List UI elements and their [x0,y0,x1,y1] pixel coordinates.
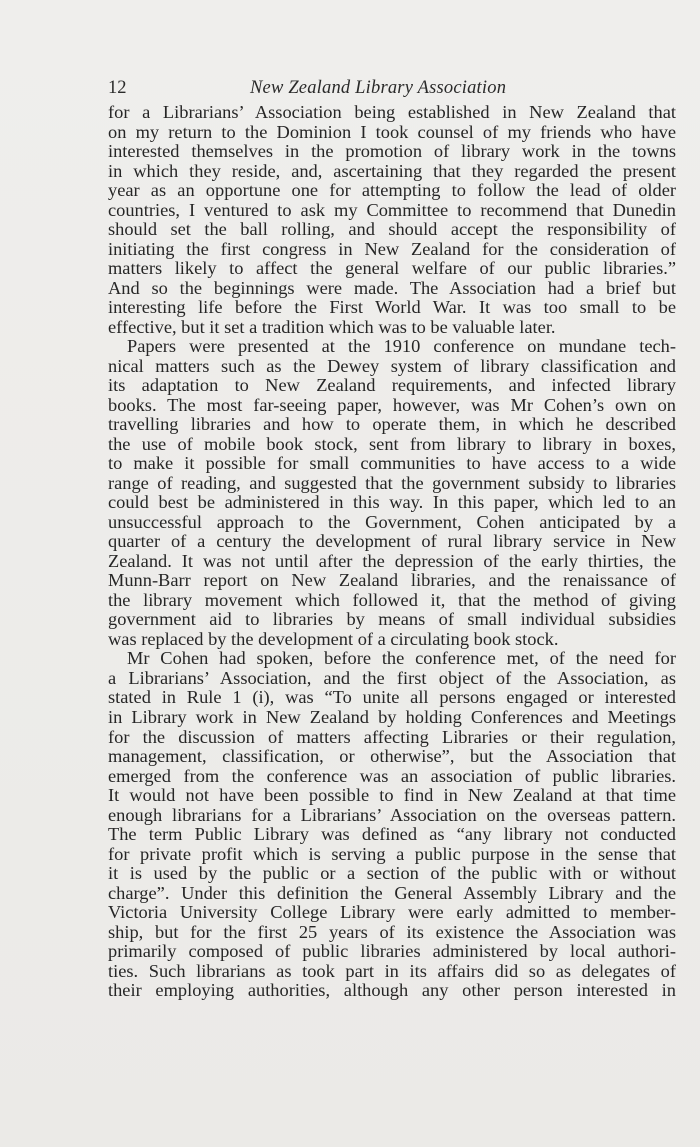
text-line: to make it possible for small communities to have access to a wide [108,453,676,474]
text-line: it is used by the public or a section of the public with or without [108,863,676,884]
text-line: could best be administered in this way. In this paper, which led to an [108,492,676,513]
text-line: should set the ball rolling, and should accept the responsibility of [108,219,676,240]
text-line: nical matters such as the Dewey system of library classification and [108,355,676,376]
text-line: enough librarians for a Librarians’ Association on the overseas pattern. [108,804,676,825]
body-text [108,103,676,1001]
text-line: in which they reside, and, ascertaining that they regarded the present [108,160,676,181]
text-line: The term Public Library was defined as “any library not conducted [108,824,676,845]
text-line: stated in Rule 1 (i), was “To unite all persons engaged or interested [108,687,676,708]
text-line: for private profit which is serving a public purpose in the sense that [108,843,676,864]
text-line: interested themselves in the promotion of library work in the towns [108,141,676,162]
text-line: Victoria University College Library were early admitted to member- [108,902,676,923]
text-line: initiating the first congress in New Zealand for the consideration of [108,238,676,259]
page-header [108,76,676,100]
text-line: ties. Such librarians as took part in its affairs did so as delegates of [108,960,676,981]
text-line: matters likely to affect the general welfare of our public libraries.” [108,258,676,279]
text-line: on my return to the Dominion I took counsel of my friends who have [108,121,676,142]
text-line: books. The most far-seeing paper, however, was Mr Cohen’s own on [108,394,676,415]
text-line: Munn-Barr report on New Zealand libraries, and the renaissance of [108,570,676,591]
text-line: their employing authorities, although any other person interested in [108,980,676,1001]
text-line: interesting life before the First World War. It was too small to be [108,297,676,318]
text-line: And so the beginnings were made. The Association had a brief but [108,277,676,298]
text-line: government aid to libraries by means of small individual subsidies [108,609,676,630]
text-line: year as an opportune one for attempting to follow the lead of older [108,180,676,201]
text-line: the library movement which followed it, that the method of giving [108,589,676,610]
text-line: for the discussion of matters affecting Libraries or their regulation, [108,726,676,747]
text-line: the use of mobile book stock, sent from library to library in boxes, [108,433,676,454]
text-line: management, classification, or otherwise”, but the Association that [108,746,676,767]
text-line: unsuccessful approach to the Government, Cohen anticipated by a [108,511,676,532]
text-line: range of reading, and suggested that the government subsidy to libraries [108,472,676,493]
text-line: in Library work in New Zealand by holding Conferences and Meetings [108,706,676,727]
text-line: primarily composed of public libraries administered by local authori- [108,941,676,962]
text-line: quarter of a century the development of rural library service in New [108,531,676,552]
page-number: 12 [108,78,127,98]
text-line: Mr Cohen had spoken, before the conference met, of the need for [127,648,676,669]
text-line: a Librarians’ Association, and the first object of the Association, as [108,667,676,688]
running-title: New Zealand Library Association [250,78,507,98]
text-line: was replaced by the development of a circulating book stock. [108,628,559,649]
text-line: Zealand. It was not until after the depression of the early thirties, the [108,550,676,571]
text-line: charge”. Under this definition the General Assembly Library and the [108,882,676,903]
text-line: countries, I ventured to ask my Committee to recommend that Dunedin [108,199,676,220]
text-line: its adaptation to New Zealand requirements, and infected library [108,375,676,396]
text-line: emerged from the conference was an association of public libraries. [108,765,676,786]
text-line: It would not have been possible to find in New Zealand at that time [108,785,676,806]
text-line: for a Librarians’ Association being established in New Zealand that [108,102,676,122]
text-line: ship, but for the first 25 years of its existence the Association was [108,921,676,942]
text-line: travelling libraries and how to operate them, in which he described [108,414,676,435]
text-line: effective, but it set a tradition which was to be valuable later. [108,316,556,337]
text-line: Papers were presented at the 1910 conference on mundane tech- [127,336,676,357]
